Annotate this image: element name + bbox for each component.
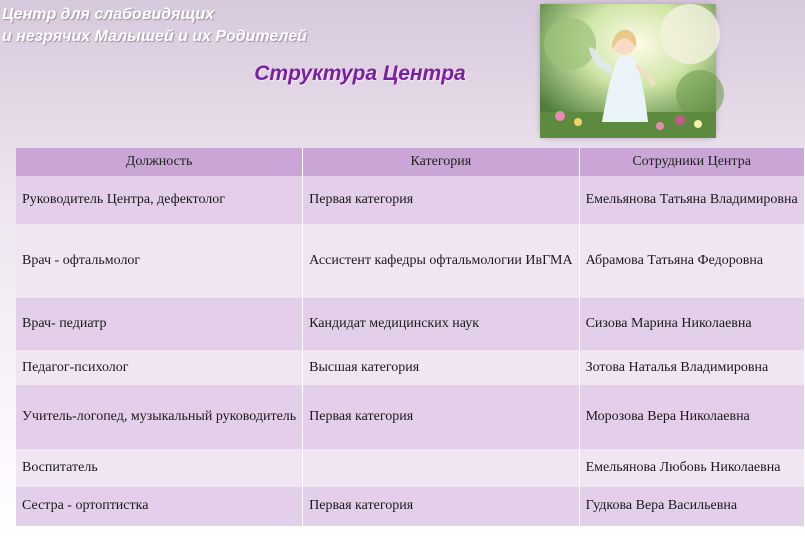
- table-row: [16, 350, 804, 385]
- cell-staff: Гудкова Вера Васильевна: [579, 487, 804, 526]
- table-row: [16, 176, 804, 224]
- column-header-position: Должность: [16, 148, 303, 176]
- staff-table: [16, 148, 805, 526]
- column-header-category: Категория: [303, 148, 579, 176]
- cell-staff: Емельянова Любовь Николаевна: [579, 449, 804, 486]
- cell-category: Кандидат медицинских наук: [303, 298, 579, 350]
- table-row: [16, 449, 804, 486]
- table-row: [16, 224, 804, 299]
- cell-position: Сестра - ортоптистка: [16, 487, 303, 526]
- header-line-2: и незрячих Малышей и их Родителей: [2, 28, 307, 45]
- cell-category: Ассистент кафедры офтальмологии ИвГМА: [303, 224, 579, 299]
- cell-staff: Зотова Наталья Владимировна: [579, 350, 804, 385]
- cell-position: Врач- педиатр: [16, 298, 303, 350]
- cell-category: Первая категория: [303, 487, 579, 526]
- cell-staff: Емельянова Татьяна Владимировна: [579, 176, 804, 224]
- cell-staff: Морозова Вера Николаевна: [579, 385, 804, 449]
- cell-position: Руководитель Центра, дефектолог: [16, 176, 303, 224]
- cell-staff: Абрамова Татьяна Федоровна: [579, 224, 804, 299]
- column-header-staff: Сотрудники Центра: [579, 148, 804, 176]
- header-line-1: Центр для слабовидящих: [2, 6, 215, 23]
- page-subtitle: Структура Центра: [254, 62, 466, 85]
- cell-category: Высшая категория: [303, 350, 579, 385]
- table-row: [16, 385, 804, 449]
- cell-position: Педагог-психолог: [16, 350, 303, 385]
- cell-staff: Сизова Марина Николаевна: [579, 298, 804, 350]
- table-header-row: [16, 148, 804, 176]
- header-title: [2, 4, 307, 48]
- cell-position: Врач - офтальмолог: [16, 224, 303, 299]
- cell-category: Первая категория: [303, 176, 579, 224]
- table-row: [16, 298, 804, 350]
- cell-category: [303, 449, 579, 486]
- cell-category: Первая категория: [303, 385, 579, 449]
- cell-position: Учитель-логопед, музыкальный руководитель: [16, 385, 303, 449]
- table-row: [16, 487, 804, 526]
- cell-position: Воспитатель: [16, 449, 303, 486]
